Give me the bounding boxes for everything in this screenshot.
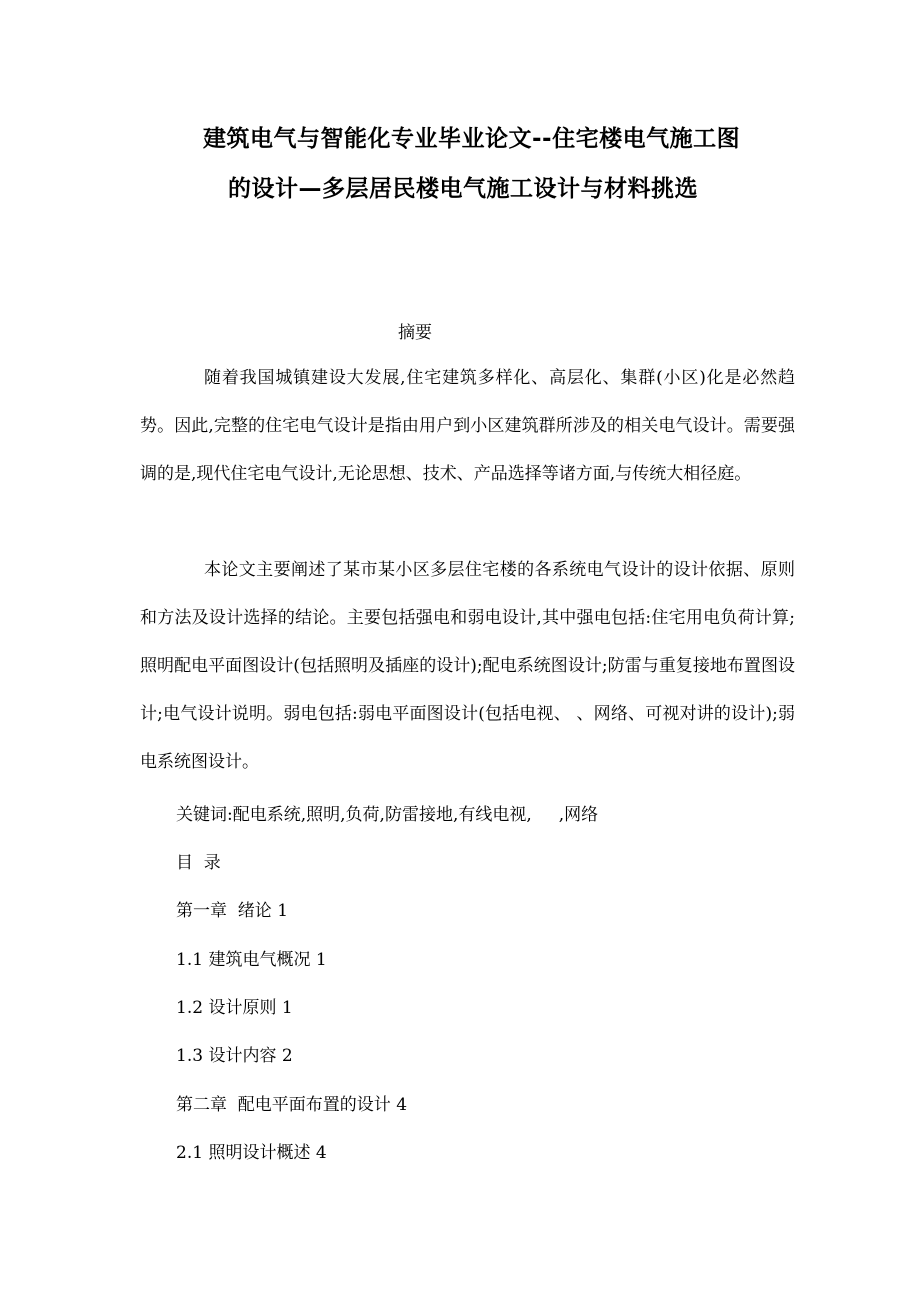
toc-entry[interactable]: 1.3 设计内容 2 [176,1046,293,1066]
abstract-heading: 摘要 [398,323,432,343]
abstract-paragraph: 本论文主要阐述了某市某小区多层住宅楼的各系统电气设计的设计依据、原则和方法及设计选择的结论。主要包括强电和弱电设计,其中强电包括:住宅用电负荷计算;照明配电平面图设计(包括照明及插座的设计);配电系统图设计;防雷与重复接地布置图设计;电气设计说明。弱电包括:弱电平面图设计(包括电视、 、网络、可视对讲的设计);弱电系统图设计。 [140,560,795,772]
toc-entry[interactable]: 第二章 配电平面布置的设计 4 [176,1095,408,1115]
toc-entry[interactable]: 1.2 设计原则 1 [176,998,293,1018]
toc-entry[interactable]: 2.1 照明设计概述 4 [176,1143,327,1163]
document-title-line-2: 的设计—多层居民楼电气施工设计与材料挑选 [228,176,698,202]
toc-heading: 目 录 [176,853,221,873]
document-title-line-1: 建筑电气与智能化专业毕业论文--住宅楼电气施工图 [203,126,741,152]
toc-entry[interactable]: 1.1 建筑电气概况 1 [176,950,327,970]
abstract-paragraph: 随着我国城镇建设大发展,住宅建筑多样化、高层化、集群(小区)化是必然趋势。因此,完整的住宅电气设计是指由用户到小区建筑群所涉及的相关电气设计。需要强调的是,现代住宅电气设计,无论思想、技术、产品选择等诸方面,与传统大相径庭。 [140,368,795,484]
keywords-line: 关键词:配电系统,照明,负荷,防雷接地,有线电视, ,网络 [176,805,599,825]
toc-entry[interactable]: 第一章 绪论 1 [176,901,289,921]
